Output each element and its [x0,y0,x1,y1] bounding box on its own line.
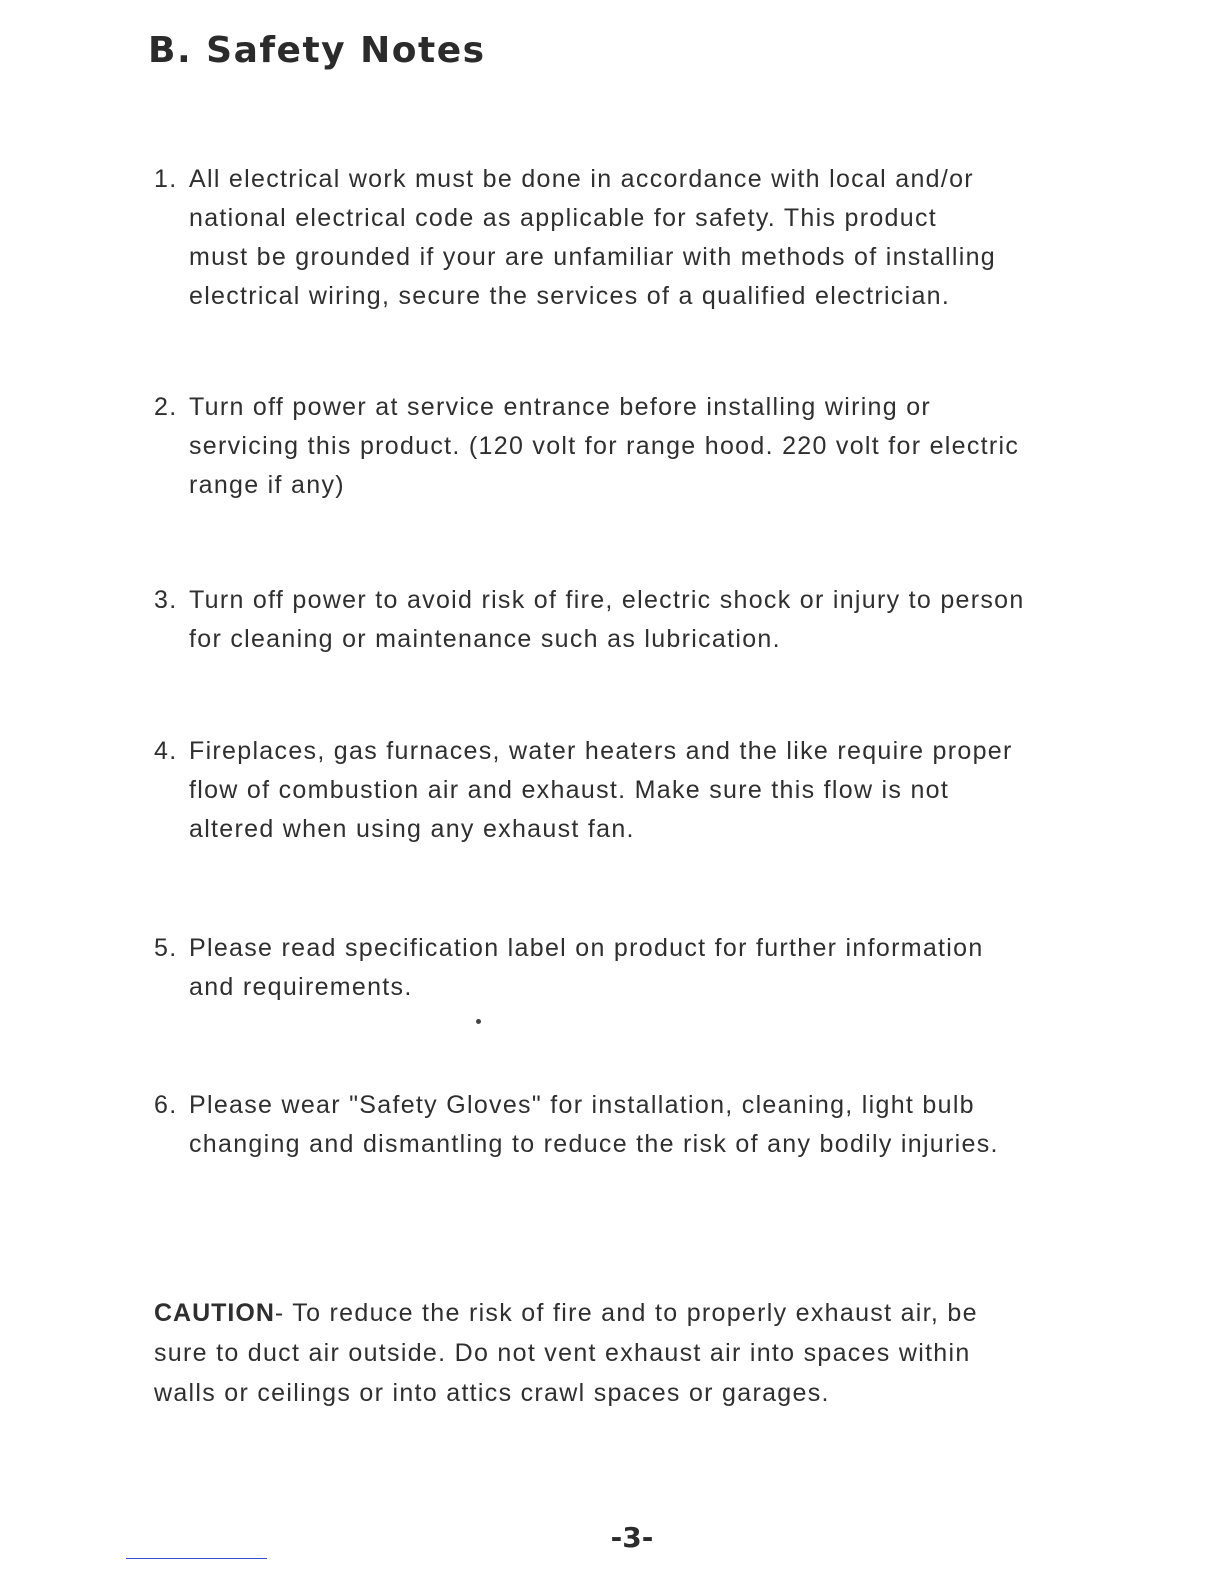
note-number: 5. [154,934,178,962]
note-text: All electrical work must be done in accordance with local and/or national electrical code as applicable for safety. This product must be grounded if your are unfamiliar with methods of installing electrical wiring, secure the services of a qualified electrician. [189,165,997,310]
note-text: Turn off power at service entrance before installing wiring or servicing this product. (120 volt for range hood. 220 volt for electric range if any) [189,393,1020,499]
note-text: Fireplaces, gas furnaces, water heaters and the like require proper flow of combustion air and exhaust. Make sure this flow is not altered when using any exhaust fan. [189,737,1013,843]
note-number: 4. [154,737,178,765]
note-number: 3. [154,586,178,614]
note-number: 1. [154,165,178,193]
note-text: Please read specification label on product for further information and requirements. [189,934,984,1001]
note-text: Please wear "Safety Gloves" for installation, cleaning, light bulb changing and dismantling to reduce the risk of any bodily injuries. [189,1091,999,1158]
safety-note-3 [154,581,1114,659]
note-number: 2. [154,393,178,421]
note-text: Turn off power to avoid risk of fire, electric shock or injury to person for cleaning or maintenance such as lubrication. [189,586,1025,653]
footer-rule [126,1558,267,1559]
scan-speck [476,1019,481,1024]
caution-label: CAUTION [154,1299,275,1327]
caution-paragraph [154,1293,1094,1413]
page-number: -3- [610,1521,654,1554]
safety-note-2 [154,388,1114,505]
page-title: B. Safety Notes [148,30,486,71]
safety-note-4 [154,732,1114,849]
caution-text: - To reduce the risk of fire and to properly exhaust air, be sure to duct air outside. Do not vent exhaust air into spaces within walls or ceilings or into attics crawl spaces or garages. [154,1299,978,1407]
safety-note-1 [154,160,1114,316]
note-number: 6. [154,1091,178,1119]
safety-note-6 [154,1086,1114,1164]
safety-note-5 [154,929,1114,1007]
